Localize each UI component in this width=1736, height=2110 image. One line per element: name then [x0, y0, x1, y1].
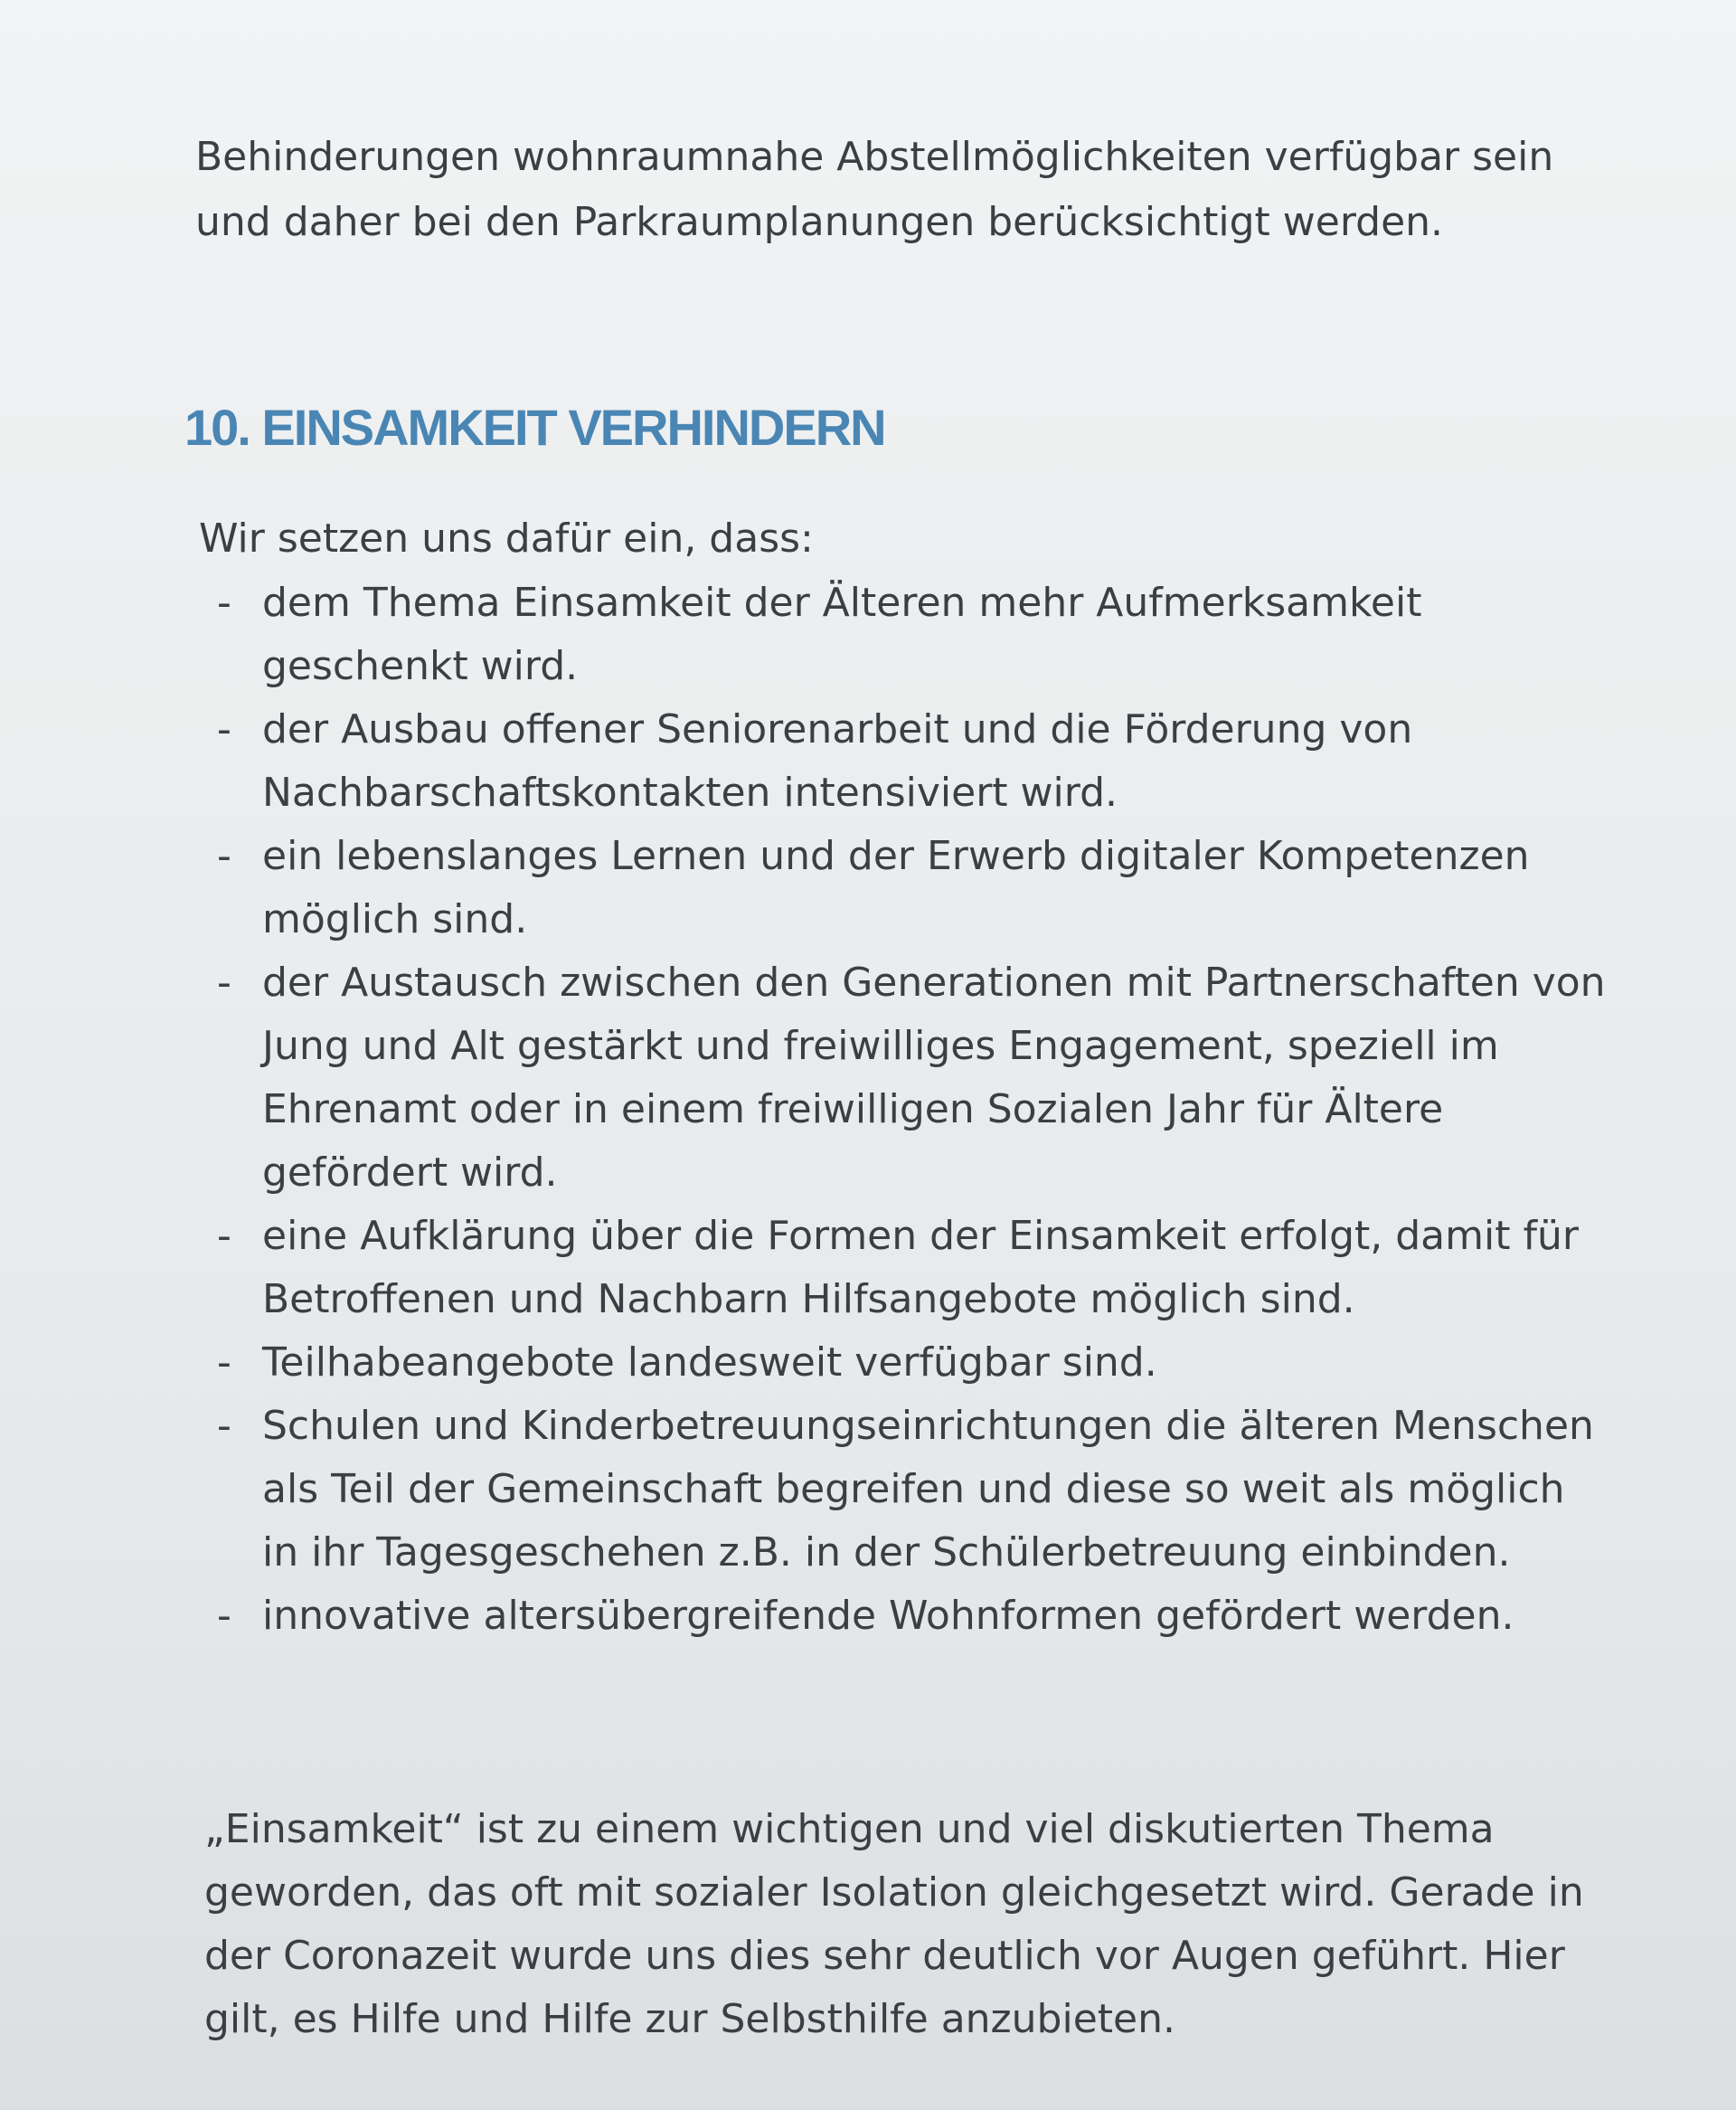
list-item-text: ein lebenslanges Lernen und der Erwerb digitaler Kompetenzen möglich sind.	[262, 833, 1530, 942]
list-item-text: der Austausch zwischen den Generationen mit Partnerschaften von Jung und Alt gestärkt und freiwilliges Engagement, speziell im Ehrenamt oder in einem freiwilligen Sozialen Jahr für Ältere gefördert wird.	[262, 960, 1606, 1196]
list-bullet: -	[217, 1339, 231, 1386]
list-bullet: -	[217, 706, 231, 752]
list-item	[217, 1331, 1609, 1395]
list-item-text: dem Thema Einsamkeit der Älteren mehr Aufmerksamkeit geschenkt wird.	[262, 580, 1422, 689]
list-bullet: -	[217, 580, 231, 626]
closing-paragraph: „Einsamkeit“ ist zu einem wichtigen und viel diskutierten Thema geworden, das oft mit sozialer Isolation gleichgesetzt wird. Gerade in der Coronazeit wurde uns dies sehr deutlich vor Augen geführt. Hier gilt, es Hilfe und Hilfe zur Selbsthilfe anzubieten.	[204, 1806, 1584, 2042]
list-item	[217, 825, 1609, 951]
demands-list	[217, 572, 1609, 1648]
list-item-text: eine Aufklärung über die Formen der Einsamkeit erfolgt, damit für Betroffenen und Nachbarn Hilfsangebote möglich sind.	[262, 1213, 1579, 1322]
list-item	[217, 1205, 1609, 1331]
list-item	[217, 1395, 1609, 1585]
list-item	[217, 572, 1609, 698]
section-lead: Wir setzen uns dafür ein, dass:	[199, 516, 814, 562]
list-item-text: innovative altersübergreifende Wohnformen gefördert werden.	[262, 1593, 1514, 1639]
intro-paragraph: Behinderungen wohnraumnahe Abstellmöglichkeiten verfügbar sein und daher bei den Parkraumplanungen berücksichtigt werden.	[195, 134, 1554, 245]
list-bullet: -	[217, 1213, 231, 1259]
list-item	[217, 698, 1609, 825]
list-item	[217, 1585, 1609, 1648]
list-item	[217, 951, 1609, 1205]
list-bullet: -	[217, 833, 231, 879]
section-heading: 10. EINSAMKEIT VERHINDERN	[184, 399, 885, 456]
list-bullet: -	[217, 960, 231, 1006]
list-bullet: -	[217, 1593, 231, 1639]
list-item-text: Teilhabeangebote landesweit verfügbar sind.	[262, 1339, 1157, 1386]
list-item-text: der Ausbau offener Seniorenarbeit und die Förderung von Nachbarschaftskontakten intensiviert wird.	[262, 706, 1413, 816]
list-item-text: Schulen und Kinderbetreuungseinrichtungen die älteren Menschen als Teil der Gemeinschaft begreifen und diese so weit als möglich in ihr Tagesgeschehen z.B. in der Schülerbetreuung einbinden.	[262, 1403, 1594, 1575]
list-bullet: -	[217, 1403, 231, 1449]
